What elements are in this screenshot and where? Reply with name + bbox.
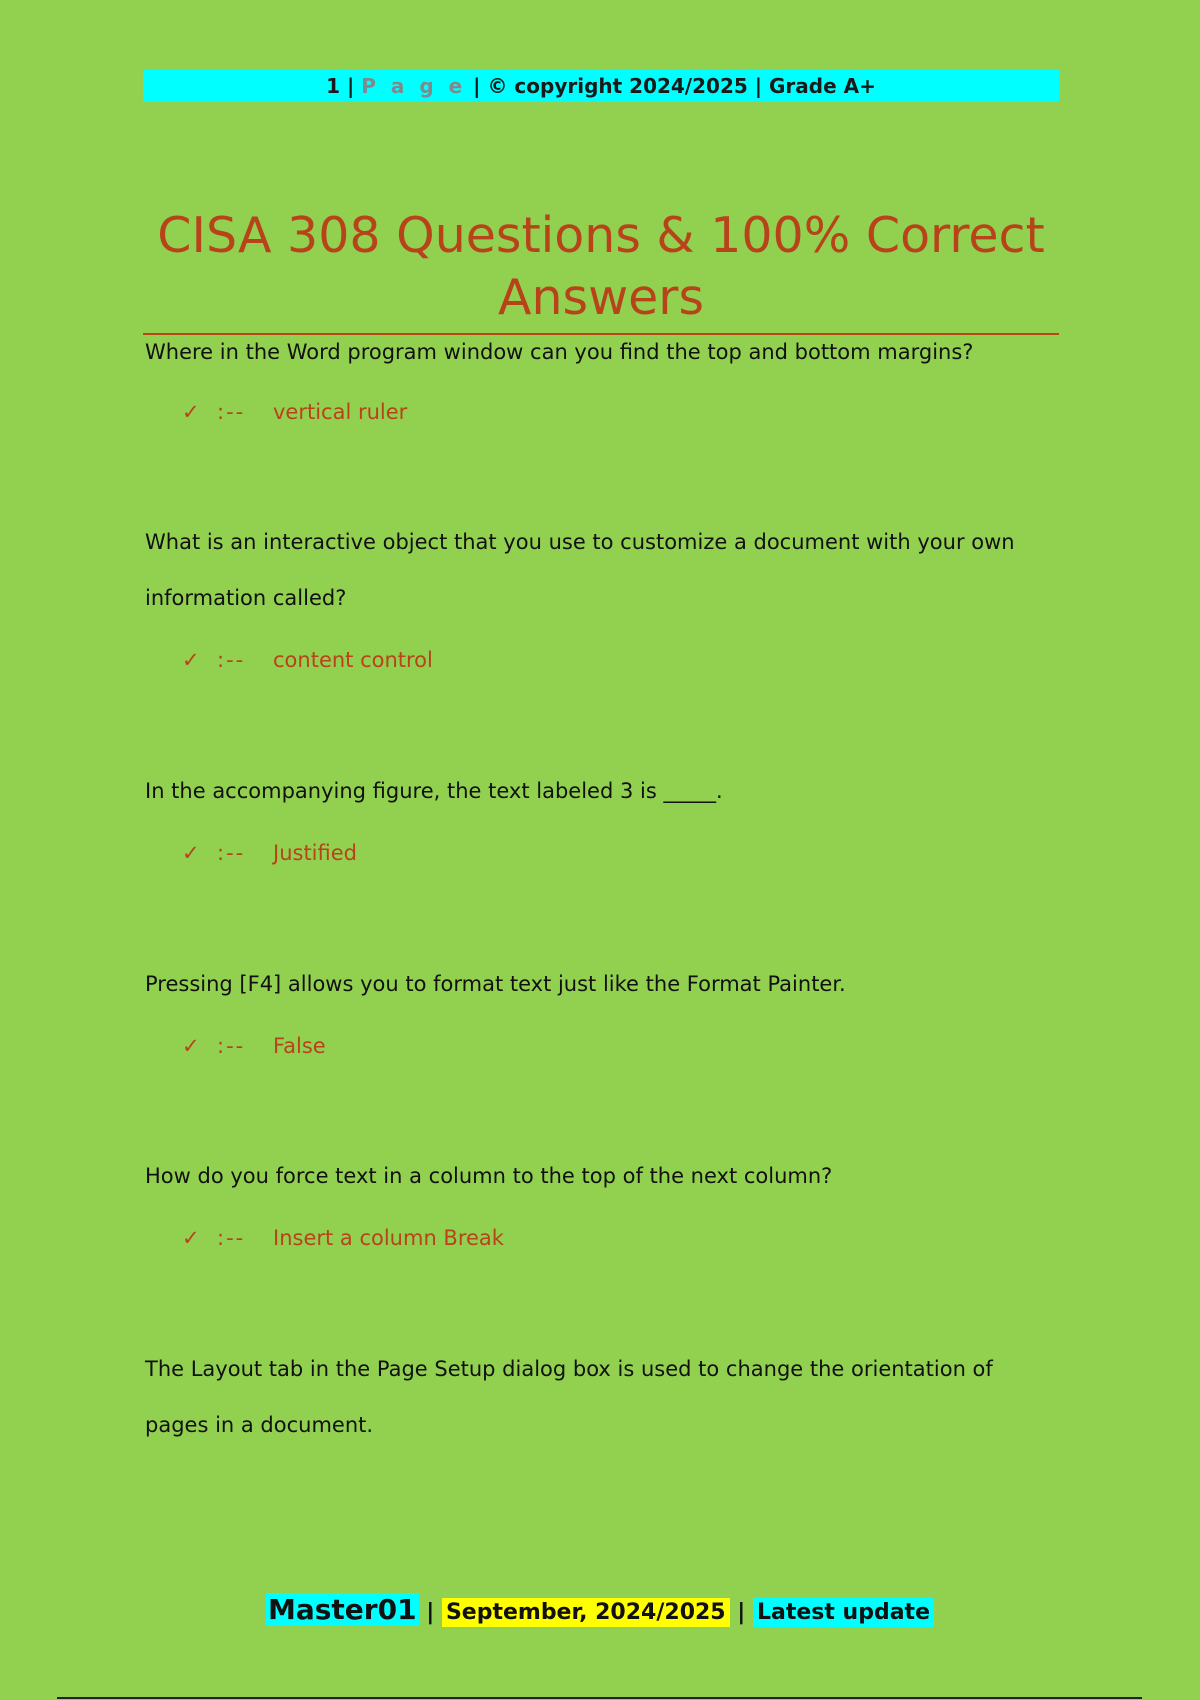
- grade-text: Grade A+: [769, 74, 876, 98]
- footer-brand: Master01: [268, 1593, 417, 1626]
- checkmark-icon: ✓: [182, 841, 200, 865]
- answer-marker: :--: [217, 1226, 246, 1250]
- answer-marker: :--: [217, 1034, 246, 1058]
- checkmark-icon: ✓: [182, 1034, 200, 1058]
- footer-separator: |: [418, 1600, 442, 1625]
- answer-text: Insert a column Break: [273, 1226, 504, 1250]
- qa-item: [145, 1148, 1060, 1258]
- page-word: P a g e: [361, 74, 467, 98]
- qa-item: [145, 335, 1060, 432]
- answer-marker: :--: [217, 648, 246, 672]
- answer-row: [145, 640, 1060, 680]
- page-header: [143, 70, 1059, 102]
- qa-item: [145, 956, 1060, 1066]
- checkmark-icon: ✓: [182, 400, 200, 424]
- answer-row: [145, 392, 1060, 432]
- footer-rule: [57, 1697, 1142, 1699]
- copyright-text: © copyright 2024/2025: [487, 74, 748, 98]
- answer-row: [145, 1218, 1060, 1258]
- header-separator: |: [466, 74, 488, 98]
- footer-date: September, 2024/2025: [442, 1598, 730, 1627]
- answer-row: [145, 833, 1060, 873]
- question-text: The Layout tab in the Page Setup dialog box is used to change the orientation of pages in a document.: [145, 1357, 993, 1437]
- question-text: Pressing [F4] allows you to format text just like the Format Painter.: [145, 972, 846, 996]
- qa-item: [145, 763, 1060, 873]
- question-text: Where in the Word program window can you find the top and bottom margins?: [145, 340, 974, 364]
- question-text: What is an interactive object that you use to customize a document with your own information called?: [145, 530, 1015, 610]
- answer-text: False: [273, 1034, 326, 1058]
- document-title: CISA 308 Questions & 100% Correct Answers: [157, 207, 1045, 326]
- question-text: In the accompanying figure, the text labeled 3 is _____.: [145, 779, 723, 803]
- footer-separator: |: [729, 1600, 753, 1625]
- answer-text: content control: [273, 648, 433, 672]
- answer-marker: :--: [217, 841, 246, 865]
- page-footer: [0, 1592, 1200, 1631]
- qa-item: [145, 1341, 1060, 1453]
- question-text: How do you force text in a column to the top of the next column?: [145, 1164, 833, 1188]
- answer-text: vertical ruler: [273, 400, 408, 424]
- footer-latest-update: Latest update: [753, 1598, 934, 1627]
- answer-marker: :--: [217, 400, 246, 424]
- checkmark-icon: ✓: [182, 648, 200, 672]
- answer-row: [145, 1026, 1060, 1066]
- qa-list: [145, 335, 1060, 1453]
- header-separator: |: [747, 74, 770, 98]
- answer-text: Justified: [273, 841, 357, 865]
- header-separator: |: [340, 74, 362, 98]
- checkmark-icon: ✓: [182, 1226, 200, 1250]
- qa-item: [145, 514, 1060, 680]
- page-number: 1: [326, 74, 341, 98]
